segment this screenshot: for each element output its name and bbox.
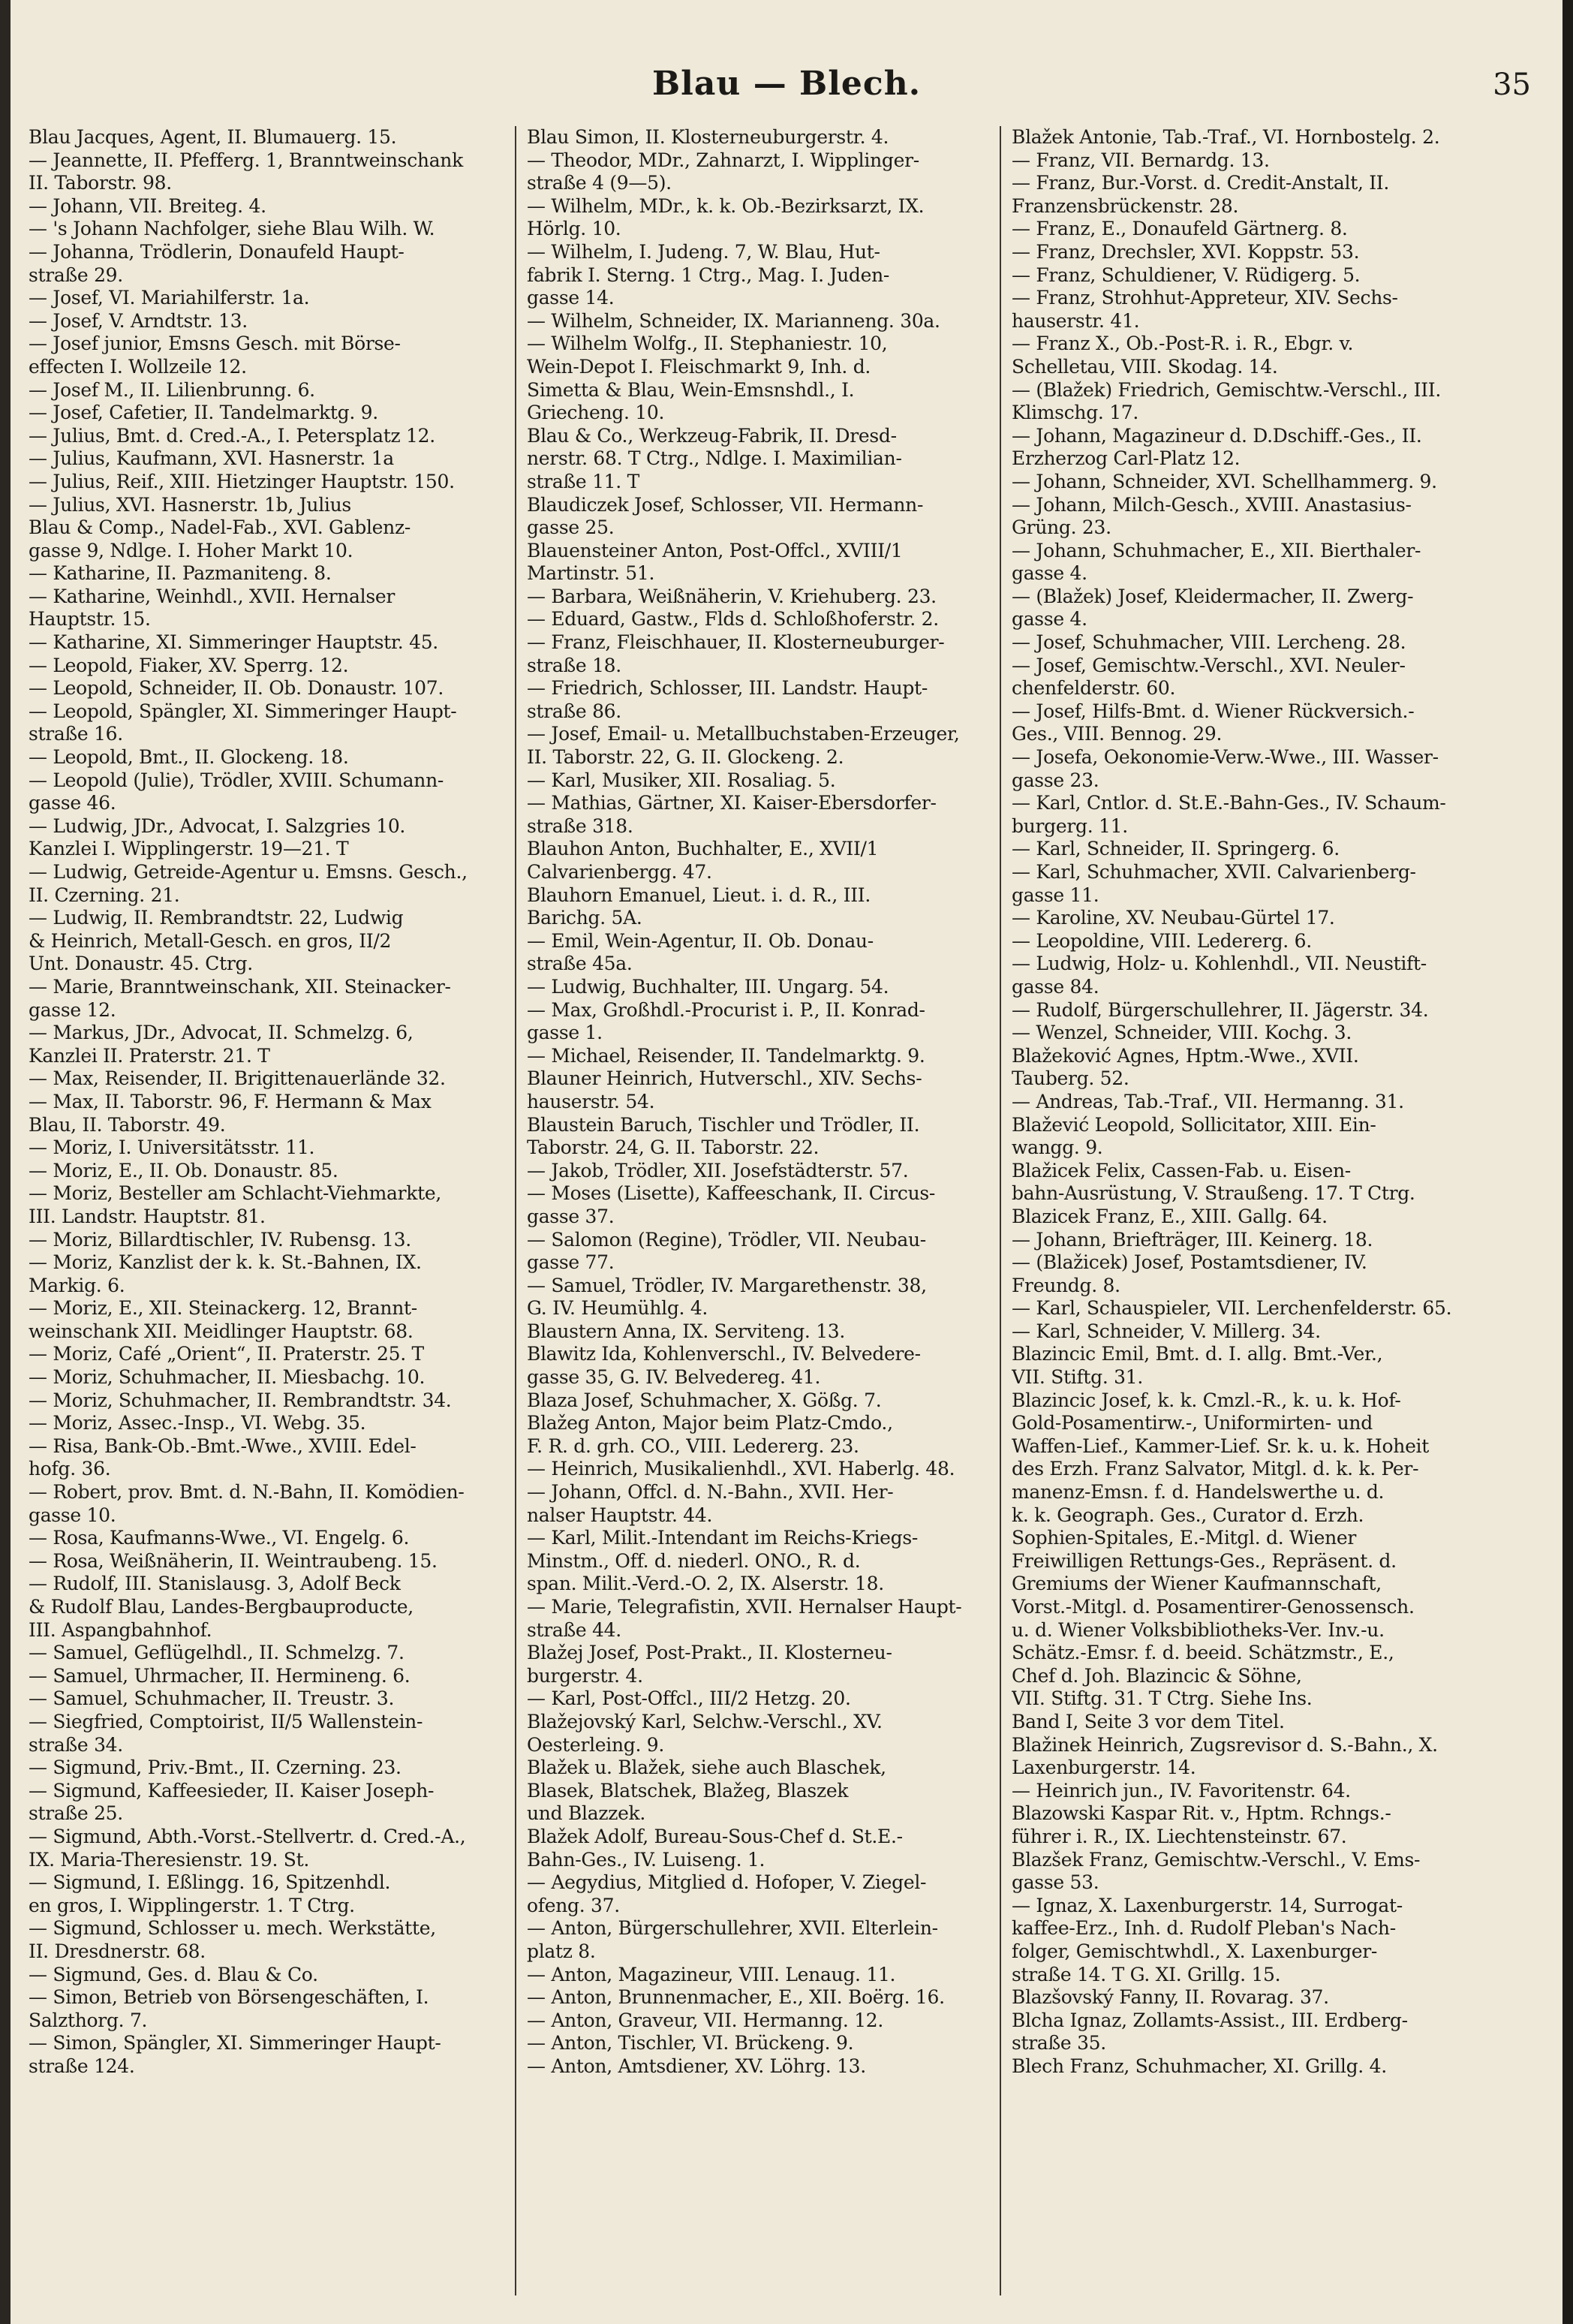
directory-entry-line: Blasek, Blatschek, Blažeg, Blaszek: [527, 1779, 849, 1802]
scan-edge-right: [1562, 0, 1573, 2324]
directory-entry-line: — Moriz, Schuhmacher, II. Rembrandtstr. 34.: [29, 1389, 452, 1411]
directory-entry-line: straße 318.: [527, 814, 633, 837]
directory-entry-line: — Andreas, Tab.-Traf., VII. Hermanng. 31.: [1012, 1090, 1404, 1112]
directory-entry-line: Blau Jacques, Agent, II. Blumauerg. 15.: [29, 126, 397, 148]
directory-entry-line: — Moriz, Schuhmacher, II. Miesbachg. 10.: [29, 1366, 426, 1389]
directory-entry-line: — Salomon (Regine), Trödler, VII. Neubau-: [527, 1228, 926, 1251]
directory-entry-line: — Jakob, Trödler, XII. Josefstädterstr. 57.: [527, 1159, 909, 1182]
directory-entry-line: Blauner Heinrich, Hutverschl., XIV. Sechs-: [527, 1067, 922, 1090]
directory-entry-line: en gros, I. Wipplingerstr. 1. T Ctrg.: [29, 1894, 355, 1916]
directory-entry-line: straße 16.: [29, 723, 123, 745]
directory-entry-line: Blazšek Franz, Gemischtw.-Verschl., V. Ems-: [1012, 1848, 1421, 1871]
directory-entry-line: gasse 37.: [527, 1205, 615, 1227]
directory-entry-line: — Emil, Wein-Agentur, II. Ob. Donau-: [527, 929, 874, 952]
directory-entry-line: — Heinrich jun., IV. Favoritenstr. 64.: [1012, 1779, 1351, 1802]
column-divider: [515, 126, 516, 2295]
directory-entry-line: — Jeannette, II. Pfefferg. 1, Branntweinschank: [29, 149, 463, 171]
directory-entry-line: folger, Gemischtwhdl., X. Laxenburger-: [1012, 1940, 1378, 1962]
directory-entry-line: straße 25.: [29, 1802, 123, 1825]
directory-entry-line: Blažejovský Karl, Selchw.-Verschl., XV.: [527, 1710, 883, 1732]
directory-entry-line: gasse 46.: [29, 792, 116, 814]
directory-entry-line: straße 34.: [29, 1733, 123, 1756]
directory-entry-line: — Moriz, Assec.-Insp., VI. Webg. 35.: [29, 1412, 366, 1434]
directory-entry-line: Blauhorn Emanuel, Lieut. i. d. R., III.: [527, 884, 871, 906]
directory-entry-line: Salzthorg. 7.: [29, 2009, 148, 2031]
directory-entry-line: Blažinek Heinrich, Zugsrevisor d. S.-Bahn., X.: [1012, 1733, 1438, 1756]
directory-entry-line: gasse 23.: [1012, 769, 1099, 791]
directory-entry-line: — Max, Reisender, II. Brigittenauerlände 32.: [29, 1067, 446, 1090]
directory-entry-line: — Leopold, Spängler, XI. Simmeringer Haupt-: [29, 700, 457, 722]
directory-entry-line: — Josef M., II. Lilienbrunng. 6.: [29, 378, 315, 401]
directory-entry-line: II. Czerning. 21.: [29, 884, 180, 906]
directory-entry-line: straße 4 (9—5).: [527, 172, 672, 194]
directory-entry-line: straße 29.: [29, 263, 123, 286]
directory-entry-line: straße 35.: [1012, 2032, 1106, 2055]
directory-entry-line: Freundg. 8.: [1012, 1274, 1120, 1296]
directory-entry-line: — Sigmund, I. Eßlingg. 16, Spitzenhdl.: [29, 1871, 391, 1894]
directory-entry-line: & Rudolf Blau, Landes-Bergbauproducte,: [29, 1596, 414, 1618]
directory-entry-line: Band I, Seite 3 vor dem Titel.: [1012, 1710, 1285, 1732]
directory-entry-line: — Moriz, Besteller am Schlacht-Viehmarkte,: [29, 1182, 441, 1205]
directory-entry-line: — Karl, Schauspieler, VII. Lerchenfelderstr. 65.: [1012, 1297, 1452, 1320]
directory-entry-line: — Johanna, Trödlerin, Donaufeld Haupt-: [29, 240, 405, 263]
directory-entry-line: — Ignaz, X. Laxenburgerstr. 14, Surrogat-: [1012, 1894, 1403, 1916]
directory-entry-line: Bahn-Ges., IV. Luiseng. 1.: [527, 1848, 765, 1871]
directory-entry-line: — Leopold, Schneider, II. Ob. Donaustr. 107.: [29, 677, 444, 700]
directory-entry-line: gasse 11.: [1012, 884, 1099, 906]
directory-entry-line: — Samuel, Schuhmacher, II. Treustr. 3.: [29, 1687, 395, 1710]
directory-entry-line: straße 44.: [527, 1618, 621, 1641]
directory-entry-line: — Johann, Magazineur d. D.Dschiff.-Ges., II.: [1012, 424, 1422, 447]
directory-entry-line: — Moriz, E., XII. Steinackerg. 12, Brannt-: [29, 1297, 417, 1320]
directory-entry-line: — Leopold (Julie), Trödler, XVIII. Schumann-: [29, 769, 444, 791]
directory-entry-line: — Samuel, Geflügelhdl., II. Schmelzg. 7.: [29, 1642, 405, 1664]
directory-entry-line: II. Taborstr. 98.: [29, 172, 172, 194]
directory-entry-line: — Friedrich, Schlosser, III. Landstr. Haupt-: [527, 677, 928, 700]
directory-entry-line: Blawitz Ida, Kohlenverschl., IV. Belvedere-: [527, 1343, 921, 1365]
directory-entry-line: Unt. Donaustr. 45. Ctrg.: [29, 953, 253, 975]
directory-entry-line: Blažek Adolf, Bureau-Sous-Chef d. St.E.-: [527, 1825, 903, 1847]
directory-entry-line: — Josef, Hilfs-Bmt. d. Wiener Rückversich.-: [1012, 700, 1415, 722]
directory-entry-line: Taborstr. 24, G. II. Taborstr. 22.: [527, 1136, 820, 1159]
directory-entry-line: — Risa, Bank-Ob.-Bmt.-Wwe., XVIII. Edel-: [29, 1434, 417, 1457]
directory-entry-line: — Ludwig, Buchhalter, III. Ungarg. 54.: [527, 975, 889, 998]
page-number: 35: [1493, 68, 1531, 102]
page-header: [0, 65, 1573, 117]
directory-entry-line: — Anton, Magazineur, VIII. Lenaug. 11.: [527, 1963, 896, 1985]
directory-entry-line: Blcha Ignaz, Zollamts-Assist., III. Erdberg-: [1012, 2009, 1408, 2031]
directory-entry-line: platz 8.: [527, 1940, 596, 1962]
directory-entry-line: — Karl, Schneider, V. Millerg. 34.: [1012, 1320, 1321, 1342]
directory-entry-line: — Moriz, I. Universitätsstr. 11.: [29, 1136, 315, 1159]
directory-entry-line: Vorst.-Mitgl. d. Posamentirer-Genossensch.: [1012, 1596, 1415, 1618]
directory-entry-line: — Sigmund, Schlosser u. mech. Werkstätte,: [29, 1917, 436, 1940]
column-right: [1012, 126, 1484, 2303]
directory-entry-line: Franzensbrückenstr. 28.: [1012, 194, 1239, 217]
directory-entry-line: — Samuel, Trödler, IV. Margarethenstr. 38,: [527, 1274, 927, 1296]
directory-entry-line: — 's Johann Nachfolger, siehe Blau Wilh. W.: [29, 218, 435, 240]
directory-entry-line: — Ludwig, JDr., Advocat, I. Salzgries 10.: [29, 814, 406, 837]
directory-entry-line: — Josef junior, Emsns Gesch. mit Börse-: [29, 333, 401, 355]
directory-entry-line: — Ludwig, Getreide-Agentur u. Emsns. Gesch.,: [29, 861, 468, 883]
directory-entry-line: III. Landstr. Hauptstr. 81.: [29, 1205, 266, 1227]
directory-entry-line: Kanzlei II. Praterstr. 21. T: [29, 1044, 270, 1067]
directory-entry-line: gasse 25.: [527, 516, 615, 539]
directory-entry-line: Grüng. 23.: [1012, 516, 1111, 539]
directory-entry-line: — Moriz, Billardtischler, IV. Rubensg. 13.: [29, 1228, 411, 1251]
directory-entry-line: Griecheng. 10.: [527, 402, 665, 424]
directory-entry-line: — Siegfried, Comptoirist, II/5 Wallenstein-: [29, 1710, 423, 1732]
directory-entry-line: II. Dresdnerstr. 68.: [29, 1940, 206, 1962]
directory-entry-line: kaffee-Erz., Inh. d. Rudolf Pleban's Nach-: [1012, 1917, 1396, 1940]
directory-entry-line: II. Taborstr. 22, G. II. Glockeng. 2.: [527, 746, 844, 769]
directory-entry-line: Wein-Depot I. Fleischmarkt 9, Inh. d.: [527, 355, 871, 378]
directory-entry-line: Blažeg Anton, Major beim Platz-Cmdo.,: [527, 1412, 893, 1434]
directory-entry-line: — Mathias, Gärtner, XI. Kaiser-Ebersdorfer-: [527, 792, 937, 814]
directory-entry-line: Blau & Comp., Nadel-Fab., XVI. Gablenz-: [29, 516, 411, 539]
directory-entry-line: gasse 12.: [29, 998, 116, 1021]
directory-entry-line: — Julius, Bmt. d. Cred.-A., I. Petersplatz 12.: [29, 424, 435, 447]
directory-entry-line: & Heinrich, Metall-Gesch. en gros, II/2: [29, 929, 392, 952]
directory-entry-line: — Franz, Bur.-Vorst. d. Credit-Anstalt, II.: [1012, 172, 1390, 194]
directory-entry-line: — Leopoldine, VIII. Ledererg. 6.: [1012, 929, 1312, 952]
directory-entry-line: — Johann, Milch-Gesch., XVIII. Anastasius-: [1012, 493, 1412, 516]
directory-entry-line: — Josef, Schuhmacher, VIII. Lercheng. 28.: [1012, 631, 1406, 654]
directory-entry-line: — Wilhelm Wolfg., II. Stephaniestr. 10,: [527, 333, 888, 355]
directory-entry-line: — Barbara, Weißnäherin, V. Kriehuberg. 23.: [527, 585, 937, 607]
directory-entry-line: — Josef, V. Arndtstr. 13.: [29, 309, 248, 332]
directory-entry-line: — Katharine, Weinhdl., XVII. Hernalser: [29, 585, 396, 607]
directory-entry-line: u. d. Wiener Volksbibliotheks-Ver. Inv.-u.: [1012, 1618, 1385, 1641]
directory-entry-line: Blau & Co., Werkzeug-Fabrik, II. Dresd-: [527, 424, 897, 447]
directory-entry-line: nalser Hauptstr. 44.: [527, 1504, 713, 1526]
directory-entry-line: Blauhon Anton, Buchhalter, E., XVII/1: [527, 838, 879, 860]
directory-entry-line: Freiwilligen Rettungs-Ges., Repräsent. d.: [1012, 1549, 1397, 1572]
page-title: Blau — Blech.: [651, 65, 922, 103]
directory-entry-line: Blazowski Kaspar Rit. v., Hptm. Rchngs.-: [1012, 1802, 1391, 1825]
directory-entry-line: Blažeković Agnes, Hptm.-Wwe., XVII.: [1012, 1044, 1359, 1067]
directory-entry-line: — Heinrich, Musikalienhdl., XVI. Haberlg. 48.: [527, 1458, 955, 1480]
directory-entry-line: — Franz, Fleischhauer, II. Klosterneuburger-: [527, 631, 945, 654]
directory-entry-line: — Katharine, II. Pazmaniteng. 8.: [29, 562, 332, 585]
directory-entry-line: — (Blažicek) Josef, Postamtsdiener, IV.: [1012, 1251, 1367, 1274]
directory-entry-line: Gold-Posamentirw.-, Uniformirten- und: [1012, 1412, 1373, 1434]
directory-entry-line: — Franz, Drechsler, XVI. Koppstr. 53.: [1012, 240, 1360, 263]
directory-entry-line: des Erzh. Franz Salvator, Mitgl. d. k. k. Per-: [1012, 1458, 1419, 1480]
directory-entry-line: Hörlg. 10.: [527, 218, 621, 240]
directory-entry-line: — Julius, XVI. Hasnerstr. 1b, Julius: [29, 493, 351, 516]
directory-entry-line: — Karl, Schneider, II. Springerg. 6.: [1012, 838, 1340, 860]
directory-entry-line: VII. Stiftg. 31.: [1012, 1366, 1144, 1389]
directory-entry-line: — Sigmund, Kaffeesieder, II. Kaiser Joseph-: [29, 1779, 435, 1802]
directory-entry-line: — Rosa, Weißnäherin, II. Weintraubeng. 15.: [29, 1549, 438, 1572]
directory-entry-line: — Simon, Betrieb von Börsengeschäften, I.: [29, 1986, 429, 2009]
directory-entry-line: Markig. 6.: [29, 1274, 125, 1296]
scan-edge-left: [0, 0, 11, 2324]
directory-entry-line: — Franz, Schuldiener, V. Rüdigerg. 5.: [1012, 263, 1361, 286]
directory-entry-line: Chef d. Joh. Blazincic & Söhne,: [1012, 1664, 1302, 1687]
directory-entry-line: Blaustern Anna, IX. Serviteng. 13.: [527, 1320, 846, 1342]
directory-entry-line: — Sigmund, Priv.-Bmt., II. Czerning. 23.: [29, 1757, 402, 1779]
directory-entry-line: wangg. 9.: [1012, 1136, 1103, 1159]
directory-entry-line: Schelletau, VIII. Skodag. 14.: [1012, 355, 1278, 378]
directory-entry-line: Klimschg. 17.: [1012, 402, 1139, 424]
directory-entry-line: Blazicek Franz, E., XIII. Gallg. 64.: [1012, 1205, 1328, 1227]
directory-entry-line: Blaza Josef, Schuhmacher, X. Gößg. 7.: [527, 1389, 882, 1411]
directory-entry-line: — Franz, E., Donaufeld Gärtnerg. 8.: [1012, 218, 1348, 240]
directory-entry-line: span. Milit.-Verd.-O. 2, IX. Alserstr. 18.: [527, 1573, 884, 1595]
directory-entry-line: Oesterleing. 9.: [527, 1733, 665, 1756]
directory-entry-line: — Josef, VI. Mariahilferstr. 1a.: [29, 287, 310, 309]
directory-entry-line: — Josefa, Oekonomie-Verw.-Wwe., III. Wasser-: [1012, 746, 1439, 769]
directory-entry-line: — (Blažek) Friedrich, Gemischtw.-Verschl., III.: [1012, 378, 1442, 401]
directory-entry-line: — Karl, Milit.-Intendant im Reichs-Kriegs-: [527, 1527, 919, 1549]
directory-entry-line: gasse 10.: [29, 1504, 116, 1526]
directory-entry-line: IX. Maria-Theresienstr. 19. St.: [29, 1848, 310, 1871]
directory-entry-line: — Rosa, Kaufmanns-Wwe., VI. Engelg. 6.: [29, 1527, 410, 1549]
directory-entry-line: Erzherzog Carl-Platz 12.: [1012, 447, 1241, 470]
directory-entry-line: Calvarienbergg. 47.: [527, 861, 712, 883]
directory-entry-line: Sophien-Spitales, E.-Mitgl. d. Wiener: [1012, 1527, 1357, 1549]
directory-entry-line: — Ludwig, II. Rembrandtstr. 22, Ludwig: [29, 907, 404, 929]
directory-entry-line: — Anton, Tischler, VI. Brückeng. 9.: [527, 2032, 854, 2055]
directory-entry-line: — Anton, Bürgerschullehrer, XVII. Elterlein-: [527, 1917, 938, 1940]
directory-entry-line: Laxenburgerstr. 14.: [1012, 1757, 1196, 1779]
directory-entry-line: Blazincic Emil, Bmt. d. I. allg. Bmt.-Ver.,: [1012, 1343, 1383, 1365]
directory-entry-line: Blazšovský Fanny, II. Rovarag. 37.: [1012, 1986, 1329, 2009]
directory-entry-line: — Wilhelm, I. Judeng. 7, W. Blau, Hut-: [527, 240, 880, 263]
directory-entry-line: bahn-Ausrüstung, V. Straußeng. 17. T Ctrg.: [1012, 1182, 1415, 1205]
directory-entry-line: gasse 1.: [527, 1022, 603, 1044]
directory-entry-line: Blaudiczek Josef, Schlosser, VII. Hermann-: [527, 493, 924, 516]
directory-entry-line: — Josef, Cafetier, II. Tandelmarktg. 9.: [29, 402, 378, 424]
directory-entry-line: gasse 77.: [527, 1251, 615, 1274]
directory-entry-line: — Josef, Email- u. Metallbuchstaben-Erzeuger,: [527, 723, 960, 745]
directory-entry-line: führer i. R., IX. Liechtensteinstr. 67.: [1012, 1825, 1347, 1847]
directory-entry-line: gasse 53.: [1012, 1871, 1099, 1894]
directory-entry-line: Kanzlei I. Wipplingerstr. 19—21. T: [29, 838, 349, 860]
directory-entry-line: — Anton, Brunnenmacher, E., XII. Boërg. 16.: [527, 1986, 945, 2009]
directory-entry-line: — Moriz, Café „Orient“, II. Praterstr. 25. T: [29, 1343, 424, 1365]
directory-entry-line: — Moriz, Kanzlist der k. k. St.-Bahnen, IX.: [29, 1251, 422, 1274]
directory-entry-line: — Aegydius, Mitglied d. Hofoper, V. Ziegel-: [527, 1871, 927, 1894]
directory-entry-line: Blau Simon, II. Klosterneuburgerstr. 4.: [527, 126, 889, 148]
directory-entry-line: — Marie, Branntweinschank, XII. Steinacker-: [29, 975, 451, 998]
directory-entry-line: — Sigmund, Ges. d. Blau & Co.: [29, 1963, 318, 1985]
column-middle: [527, 126, 1000, 2303]
directory-entry-line: hofg. 36.: [29, 1458, 111, 1480]
directory-entry-line: straße 45a.: [527, 953, 633, 975]
directory-entry-line: Minstm., Off. d. niederl. ONO., R. d.: [527, 1549, 861, 1572]
directory-entry-line: Martinstr. 51.: [527, 562, 655, 585]
directory-entry-line: — Wilhelm, MDr., k. k. Ob.-Bezirksarzt, IX.: [527, 194, 925, 217]
directory-entry-line: — Johann, Offcl. d. N.-Bahn., XVII. Her-: [527, 1481, 894, 1504]
directory-entry-line: gasse 4.: [1012, 608, 1087, 631]
column-divider: [1000, 126, 1001, 2295]
directory-entry-line: chenfelderstr. 60.: [1012, 677, 1176, 700]
directory-entry-line: Ges., VIII. Bennog. 29.: [1012, 723, 1223, 745]
directory-entry-line: — Julius, Reif., XIII. Hietzinger Hauptstr. 150.: [29, 470, 455, 492]
directory-entry-line: ofeng. 37.: [527, 1894, 620, 1916]
directory-entry-line: — Karl, Post-Offcl., III/2 Hetzg. 20.: [527, 1687, 851, 1710]
directory-entry-line: — Johann, Schuhmacher, E., XII. Bierthaler-: [1012, 539, 1421, 561]
directory-entry-line: — Theodor, MDr., Zahnarzt, I. Wipplinger-: [527, 149, 919, 171]
directory-entry-line: — Karoline, XV. Neubau-Gürtel 17.: [1012, 907, 1335, 929]
directory-entry-line: Blažević Leopold, Sollicitator, XIII. Ein-: [1012, 1113, 1376, 1136]
directory-entry-line: — Anton, Graveur, VII. Hermanng. 12.: [527, 2009, 884, 2031]
directory-entry-line: straße 18.: [527, 654, 621, 676]
directory-entry-line: straße 86.: [527, 700, 621, 722]
directory-entry-line: VII. Stiftg. 31. T Ctrg. Siehe Ins.: [1012, 1687, 1313, 1710]
directory-entry-line: — Franz, Strohhut-Appreteur, XIV. Sechs-: [1012, 287, 1398, 309]
directory-entry-line: straße 14. T G. XI. Grillg. 15.: [1012, 1963, 1281, 1985]
directory-entry-line: F. R. d. grh. CO., VIII. Ledererg. 23.: [527, 1434, 859, 1457]
directory-entry-line: Blech Franz, Schuhmacher, XI. Grillg. 4.: [1012, 2055, 1387, 2077]
directory-entry-line: und Blazzek.: [527, 1802, 646, 1825]
directory-entry-line: — Marie, Telegrafistin, XVII. Hernalser Haupt-: [527, 1596, 962, 1618]
directory-entry-line: — Simon, Spängler, XI. Simmeringer Haupt-: [29, 2032, 441, 2055]
directory-entry-line: — Karl, Musiker, XII. Rosaliag. 5.: [527, 769, 836, 791]
directory-entry-line: fabrik I. Sterng. 1 Ctrg., Mag. I. Juden-: [527, 263, 890, 286]
directory-entry-line: Blaustein Baruch, Tischler und Trödler, II.: [527, 1113, 920, 1136]
directory-entry-line: Blažej Josef, Post-Prakt., II. Klosterneu-: [527, 1642, 892, 1664]
directory-entry-line: Hauptstr. 15.: [29, 608, 151, 631]
directory-entry-line: manenz-Emsn. f. d. Handelswerthe u. d.: [1012, 1481, 1385, 1504]
directory-entry-line: — Max, Großhdl.-Procurist i. P., II. Konrad-: [527, 998, 925, 1021]
directory-entry-line: hauserstr. 54.: [527, 1090, 655, 1112]
directory-entry-line: Blažicek Felix, Cassen-Fab. u. Eisen-: [1012, 1159, 1351, 1182]
directory-entry-line: — Johann, VII. Breiteg. 4.: [29, 194, 266, 217]
directory-entry-line: weinschank XII. Meidlinger Hauptstr. 68.: [29, 1320, 414, 1342]
directory-entry-line: — Franz, VII. Bernardg. 13.: [1012, 149, 1270, 171]
directory-entry-line: straße 124.: [29, 2055, 135, 2077]
directory-entry-line: — Leopold, Bmt., II. Glockeng. 18.: [29, 746, 349, 769]
directory-entry-line: Blauensteiner Anton, Post-Offcl., XVIII/1: [527, 539, 903, 561]
directory-entry-line: — Max, II. Taborstr. 96, F. Hermann & Max: [29, 1090, 432, 1112]
directory-entry-line: — (Blažek) Josef, Kleidermacher, II. Zwerg-: [1012, 585, 1414, 607]
directory-entry-line: Blazincic Josef, k. k. Cmzl.-R., k. u. k. Hof-: [1012, 1389, 1401, 1411]
directory-entry-line: Barichg. 5A.: [527, 907, 642, 929]
directory-entry-line: Blau, II. Taborstr. 49.: [29, 1113, 226, 1136]
directory-entry-line: — Ludwig, Holz- u. Kohlenhdl., VII. Neustift-: [1012, 953, 1427, 975]
directory-entry-line: — Karl, Cntlor. d. St.E.-Bahn-Ges., IV. Schaum-: [1012, 792, 1446, 814]
directory-entry-line: effecten I. Wollzeile 12.: [29, 355, 247, 378]
directory-entry-line: — Rudolf, Bürgerschullehrer, II. Jägerstr. 34.: [1012, 998, 1429, 1021]
directory-entry-line: — Leopold, Fiaker, XV. Sperrg. 12.: [29, 654, 349, 676]
directory-entry-line: — Moriz, E., II. Ob. Donaustr. 85.: [29, 1159, 338, 1182]
directory-entry-line: Waffen-Lief., Kammer-Lief. Sr. k. u. k. Hoheit: [1012, 1434, 1430, 1457]
directory-entry-line: Simetta & Blau, Wein-Emsnshdl., I.: [527, 378, 855, 401]
directory-entry-line: — Katharine, XI. Simmeringer Hauptstr. 45.: [29, 631, 438, 654]
directory-entry-line: — Robert, prov. Bmt. d. N.-Bahn, II. Komödien-: [29, 1481, 465, 1504]
directory-entry-line: — Anton, Amtsdiener, XV. Löhrg. 13.: [527, 2055, 866, 2077]
directory-entry-line: — Markus, JDr., Advocat, II. Schmelzg. 6,: [29, 1022, 414, 1044]
directory-entry-line: G. IV. Heumühlg. 4.: [527, 1297, 708, 1320]
directory-entry-line: burgerstr. 4.: [527, 1664, 643, 1687]
directory-entry-line: Blažek u. Blažek, siehe auch Blaschek,: [527, 1757, 886, 1779]
directory-entry-line: — Franz X., Ob.-Post-R. i. R., Ebgr. v.: [1012, 333, 1354, 355]
directory-entry-line: Gremiums der Wiener Kaufmannschaft,: [1012, 1573, 1382, 1595]
directory-entry-line: gasse 84.: [1012, 975, 1099, 998]
directory-entry-line: — Johann, Schneider, XVI. Schellhammerg. 9.: [1012, 470, 1437, 492]
directory-entry-line: k. k. Geograph. Ges., Curator d. Erzh.: [1012, 1504, 1364, 1526]
directory-entry-line: — Michael, Reisender, II. Tandelmarktg. 9.: [527, 1044, 925, 1067]
directory-entry-line: nerstr. 68. T Ctrg., Ndlge. I. Maximilian-: [527, 447, 902, 470]
directory-entry-line: gasse 14.: [527, 287, 615, 309]
directory-entry-line: — Wenzel, Schneider, VIII. Kochg. 3.: [1012, 1022, 1352, 1044]
directory-entry-line: — Julius, Kaufmann, XVI. Hasnerstr. 1a: [29, 447, 394, 470]
directory-entry-line: — Samuel, Uhrmacher, II. Hermineng. 6.: [29, 1664, 411, 1687]
directory-entry-line: III. Aspangbahnhof.: [29, 1618, 212, 1641]
directory-entry-line: — Eduard, Gastw., Flds d. Schloßhoferstr. 2.: [527, 608, 939, 631]
directory-entry-line: burgerg. 11.: [1012, 814, 1128, 837]
directory-entry-line: — Moses (Lisette), Kaffeeschank, II. Circus-: [527, 1182, 936, 1205]
directory-entry-line: gasse 35, G. IV. Belvedereg. 41.: [527, 1366, 821, 1389]
directory-entry-line: gasse 4.: [1012, 562, 1087, 585]
directory-entry-line: — Wilhelm, Schneider, IX. Marianneng. 30a.: [527, 309, 940, 332]
directory-entry-line: — Josef, Gemischtw.-Verschl., XVI. Neuler-: [1012, 654, 1406, 676]
directory-entry-line: gasse 9, Ndlge. I. Hoher Markt 10.: [29, 539, 353, 561]
directory-entry-line: straße 11. T: [527, 470, 639, 492]
directory-entry-line: Tauberg. 52.: [1012, 1067, 1129, 1090]
directory-entry-line: — Sigmund, Abth.-Vorst.-Stellvertr. d. Cred.-A.,: [29, 1825, 466, 1847]
directory-entry-line: — Rudolf, III. Stanislausg. 3, Adolf Beck: [29, 1573, 401, 1595]
directory-entry-line: — Karl, Schuhmacher, XVII. Calvarienberg-: [1012, 861, 1416, 883]
directory-entry-line: — Johann, Briefträger, III. Keinerg. 18.: [1012, 1228, 1373, 1251]
directory-entry-line: Blažek Antonie, Tab.-Traf., VI. Hornbostelg. 2.: [1012, 126, 1440, 148]
directory-entry-line: hauserstr. 41.: [1012, 309, 1140, 332]
column-left: [29, 126, 501, 2303]
directory-entry-line: Schätz.-Emsr. f. d. beeid. Schätzmstr., E.,: [1012, 1642, 1394, 1664]
